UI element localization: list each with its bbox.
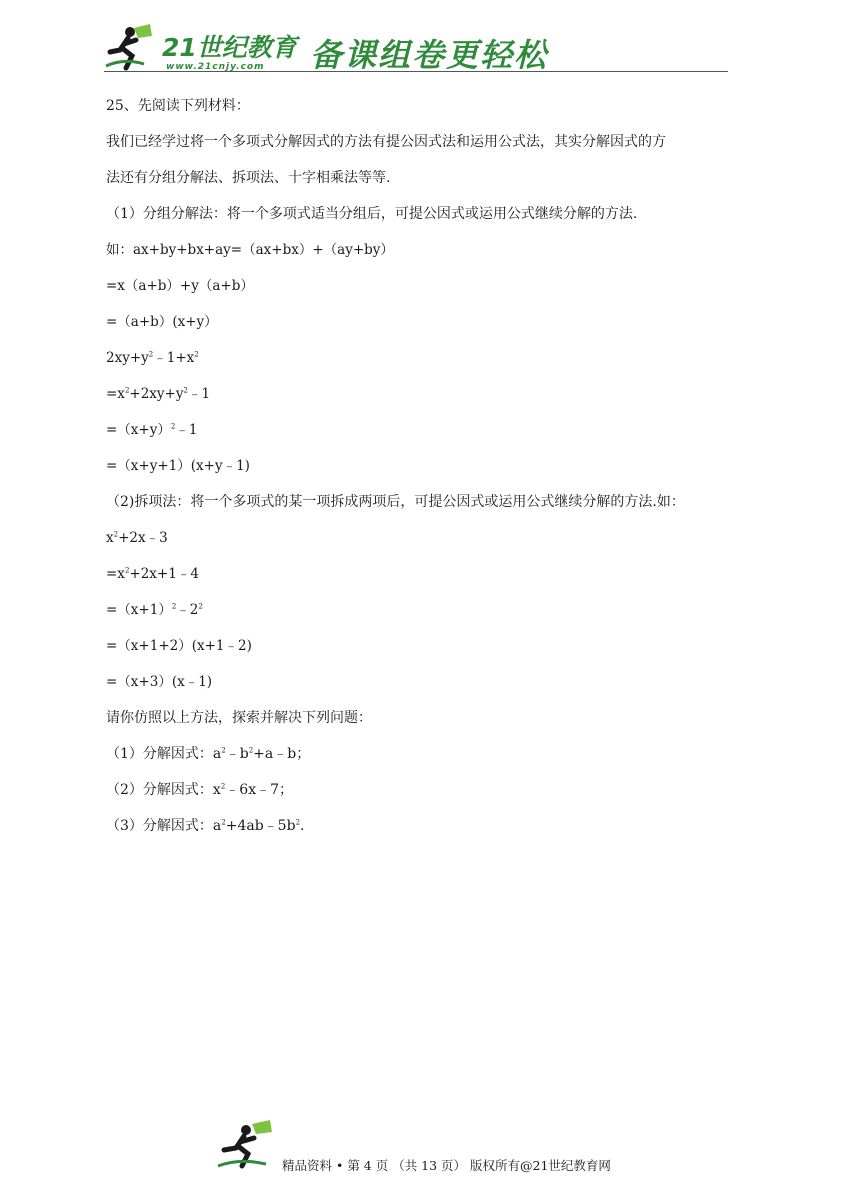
example-3-line: $x^2+2x﹣3$	[106, 530, 168, 546]
task-3: （3）分解因式：$a^2+4ab﹣5b^2$.	[106, 818, 305, 834]
page-footer	[0, 1120, 861, 1180]
slogan: 备课组卷更轻松	[310, 36, 549, 74]
example-2-step-3: =（x+y+1）(x+y﹣1)	[106, 458, 250, 474]
task-intro: 请你仿照以上方法，探索并解决下列问题：	[106, 710, 372, 726]
method-2-heading: （2)拆项法：将一个多项式的某一项拆成两项后，可提公因式或运用公式继续分解的方法.如：	[106, 494, 685, 510]
example-3-step-3: =（x+1+2）(x+1﹣2)	[106, 638, 252, 654]
task-2: （2）分解因式：$x^2﹣6x﹣7$；	[106, 782, 293, 798]
example-1-step-2: =（a+b）(x+y）	[106, 314, 218, 330]
task-1: （1）分解因式：$a^2﹣b^2+a﹣b$；	[106, 746, 311, 762]
example-1-step-1: =x（a+b）+y（a+b）	[106, 278, 254, 294]
intro-line-2: 法还有分组分解法、拆项法、十字相乘法等等.	[106, 170, 391, 186]
brand-url: www.21cnjy.com	[166, 62, 265, 72]
page-header	[104, 18, 728, 76]
example-3-step-2: $=(x+1)^2﹣2^2$	[106, 602, 203, 618]
footer-text: 精品资料 • 第 4 页 （共 13 页） 版权所有@21世纪教育网	[282, 1158, 611, 1173]
example-3-step-1: $=x^2+2x+1﹣4$	[106, 566, 199, 582]
header-rule	[104, 71, 728, 72]
example-1-line: 如：ax+by+bx+ay=（ax+bx）+（ay+by）	[106, 242, 394, 258]
example-2-line: $2xy+y^2﹣1+x^2$	[106, 350, 199, 366]
brand-name: 21世纪教育	[162, 33, 297, 62]
footer-runner-logo-icon	[216, 1120, 280, 1170]
example-2-step-1: $=x^2+2xy+y^2﹣1$	[106, 386, 211, 402]
method-1-heading: （1）分组分解法：将一个多项式适当分组后，可提公因式或运用公式继续分解的方法.	[106, 206, 638, 222]
example-2-step-2: $=(x+y)^2﹣1$	[106, 422, 198, 438]
runner-logo-icon	[104, 22, 160, 72]
problem-title: 25、先阅读下列材料：	[106, 98, 250, 114]
example-3-step-4: =（x+3）(x﹣1)	[106, 674, 213, 690]
intro-line-1: 我们已经学过将一个多项式分解因式的方法有提公因式法和运用公式法，其实分解因式的方	[106, 134, 666, 150]
